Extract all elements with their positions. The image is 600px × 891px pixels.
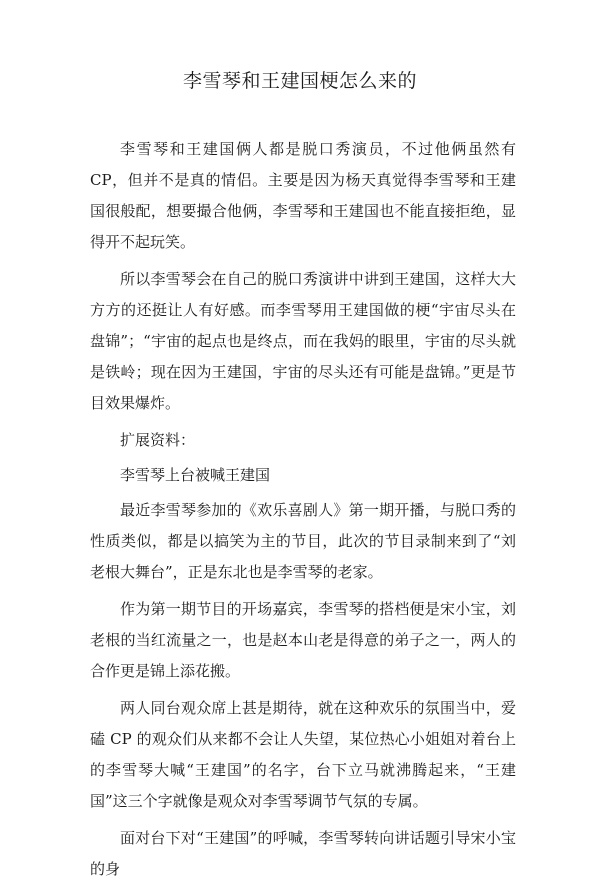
document-body (90, 134, 516, 891)
paragraph: 所以李雪琴会在自己的脱口秀演讲中讲到王建国，这样大大方方的还挺让人有好感。而李雪琴用王建国做的梗“宇宙尽头在盘锦”；“宇宙的起点也是终点，而在我妈的眼里，宇宙的尽头就是铁岭；现在因为王建国，宇宙的尽头还有可能是盘锦。”更是节目效果爆炸。 (90, 270, 516, 412)
paragraph: 李雪琴上台被喊王建国 (120, 466, 271, 484)
paragraph: 两人同台观众席上甚是期待，就在这种欢乐的氛围当中，爱磕 CP 的观众们从来都不会让人失望，某位热心小姐姐对着台上的李雪琴大喊“王建国”的名字，台下立马就沸腾起来，“王建国”这三个字就像是观众对李雪琴调节气氛的专属。 (90, 699, 516, 810)
paragraph: 最近李雪琴参加的《欢乐喜剧人》第一期开播，与脱口秀的性质类似，都是以搞笑为主的节目，此次的节目录制来到了“刘老根大舞台”，正是东北也是李雪琴的老家。 (90, 501, 516, 581)
paragraph: 面对台下对“王建国”的呼喊，李雪琴转向讲话题引导宋小宝的身 (90, 829, 516, 878)
paragraph: 作为第一期节目的开场嘉宾，李雪琴的搭档便是宋小宝，刘老根的当红流量之一，也是赵本山老是得意的弟子之一，两人的合作更是锦上添花搬。 (90, 600, 516, 680)
document-title: 李雪琴和王建国梗怎么来的 (182, 70, 417, 92)
paragraph: 扩展资料： (120, 431, 196, 449)
paragraph: 李雪琴和王建国俩人都是脱口秀演员，不过他俩虽然有 CP，但并不是真的情侣。主要是因为杨天真觉得李雪琴和王建国很般配，想要撮合他俩，李雪琴和王建国也不能直接拒绝，显得开不起玩笑。 (90, 140, 516, 251)
